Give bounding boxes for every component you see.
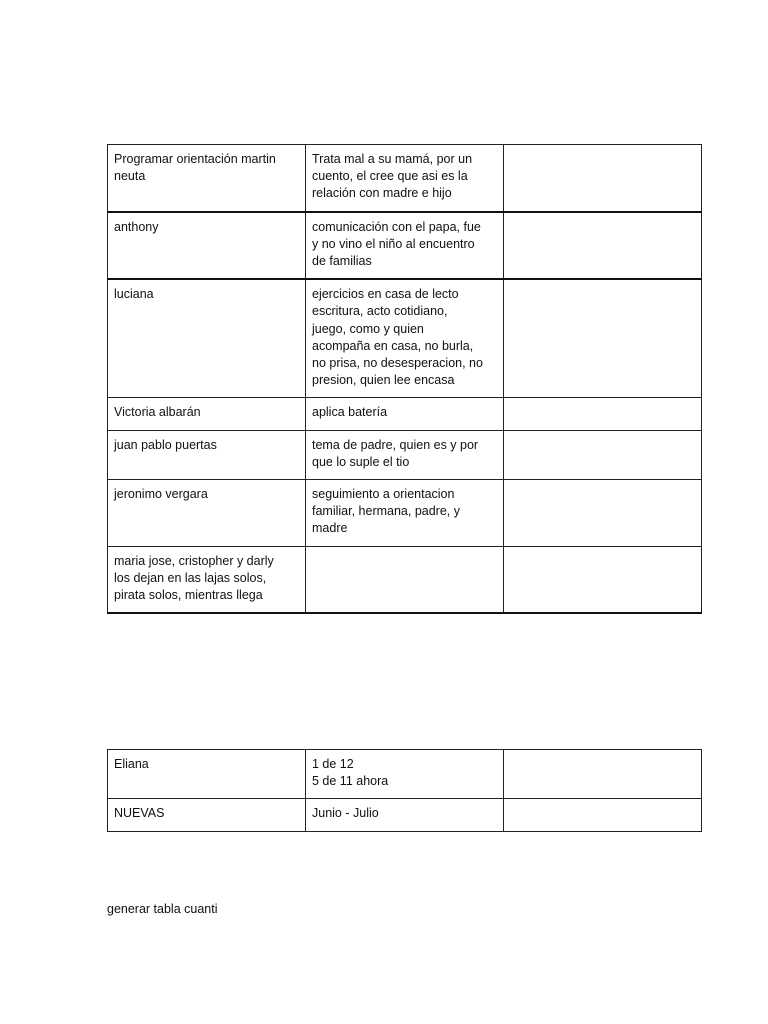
table-cell-note: Junio - Julio — [306, 799, 504, 831]
table-cell-empty — [504, 145, 702, 212]
table-cell-note: aplica batería — [306, 398, 504, 430]
table-cell-empty — [504, 279, 702, 398]
table-cell-note: ejercicios en casa de lecto escritura, acto cotidiano, juego, como y quien acompaña en casa, no burla, no prisa, no desesperacion, no presion, quien lee encasa — [306, 279, 504, 398]
table-cell-name: juan pablo puertas — [108, 430, 306, 479]
table-cell-name: jeronimo vergara — [108, 480, 306, 547]
table-cell-empty — [504, 480, 702, 547]
table-cell-note: seguimiento a orientacion familiar, hermana, padre, y madre — [306, 480, 504, 547]
table-cell-empty — [504, 750, 702, 799]
table-cell-name: luciana — [108, 279, 306, 398]
table-cell-name: Programar orientación martin neuta — [108, 145, 306, 212]
table-row — [108, 799, 702, 831]
table-row — [108, 398, 702, 430]
table-row — [108, 145, 702, 212]
orientation-table — [107, 144, 702, 614]
table-cell-empty — [504, 398, 702, 430]
footer-note: generar tabla cuanti — [107, 902, 218, 916]
table-cell-name: NUEVAS — [108, 799, 306, 831]
table-cell-note: 1 de 12 5 de 11 ahora — [306, 750, 504, 799]
table-row — [108, 430, 702, 479]
table-row — [108, 480, 702, 547]
table-cell-name: anthony — [108, 212, 306, 280]
table-cell-empty — [504, 546, 702, 613]
table-cell-name: Victoria albarán — [108, 398, 306, 430]
table-cell-note: comunicación con el papa, fue y no vino el niño al encuentro de familias — [306, 212, 504, 280]
table-cell-note: Trata mal a su mamá, por un cuento, el cree que asi es la relación con madre e hijo — [306, 145, 504, 212]
table-row — [108, 279, 702, 398]
table-cell-note: tema de padre, quien es y por que lo suple el tio — [306, 430, 504, 479]
table-cell-empty — [504, 799, 702, 831]
table-cell-note — [306, 546, 504, 613]
table-cell-name: maria jose, cristopher y darly los dejan en las lajas solos, pirata solos, mientras llega — [108, 546, 306, 613]
table-row — [108, 212, 702, 280]
table-cell-name: Eliana — [108, 750, 306, 799]
table-row — [108, 546, 702, 613]
table-cell-empty — [504, 430, 702, 479]
summary-table — [107, 749, 702, 832]
table-cell-empty — [504, 212, 702, 280]
table-row — [108, 750, 702, 799]
